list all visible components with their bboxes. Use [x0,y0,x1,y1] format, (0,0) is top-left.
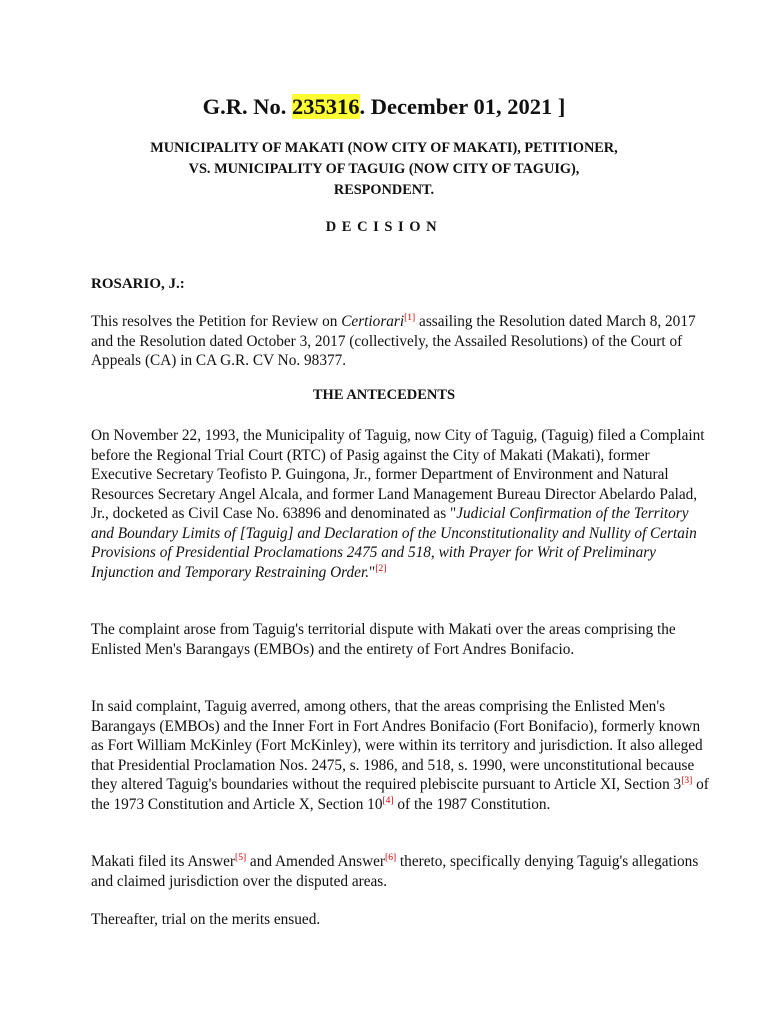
case-parties [60,138,708,201]
paragraph-3 [91,620,711,659]
case-title-prefix: G.R. No. [202,94,293,119]
decision-heading: DECISION [325,219,443,235]
footnote-link-1[interactable]: [1] [404,312,416,323]
paragraph-2 [91,426,711,582]
footnote-link-6[interactable]: [6] [385,852,397,863]
paragraph-5 [91,852,711,891]
paragraph-1 [91,312,711,371]
para1-text-a: This resolves the Petition for Review on [91,313,342,330]
para2-text-a: On November 22, 1993, the Municipality of Taguig, now City of Taguig, (Taguig) filed a Complaint before the Regional Trial Court (RTC) of Pasig against the City of Makati (Makati), former Executive Secretary Teofisto P. Guingona, Jr., former Department of Environment and Natural Resources Secretary Angel Alcala, and former Land Management Bureau Director Abelardo Palad, Jr., docketed as Civil Case No. 63896 and denominated as " [91,427,705,522]
para3-text: The complaint arose from Taguig's territorial dispute with Makati over the areas comprising the Enlisted Men's Barangays (EMBOs) and the entirety of Fort Andres Bonifacio. [91,621,676,658]
footnote-link-5[interactable]: [5] [235,852,247,863]
footnote-link-3[interactable]: [3] [681,775,693,786]
para5-text-b: and Amended Answer [246,853,386,870]
paragraph-6 [91,910,711,930]
parties-line-2: VS. MUNICIPALITY OF TAGUIG (NOW CITY OF TAGUIG), [188,161,580,177]
case-number-highlight: 235316 [292,94,360,119]
para4-text-a: In said complaint, Taguig averred, among others, that the areas comprising the Enlisted Men's Barangays (EMBOs) and the Inner Fort in Fort Andres Bonifacio (Fort Bonifacio), formerly known as Fort William McKinley (Fort McKinley), were within its territory and jurisdiction. It also alleged that Presidential Proclamation Nos. 2475, s. 1986, and 518, s. 1990, were unconstitutional because they altered Taguig's boundaries without the required plebiscite pursuant to Article XI, Section 3 [91,698,703,793]
para2-text-c: " [369,563,376,581]
para5-text-c: thereto, specifically denying Taguig's allegations and claimed jurisdiction over the disputed areas. [91,853,699,890]
para1-text-c: assailing the Resolution dated March 8, 2017 and the Resolution dated October 3, 2017 (collectively, the Assailed Resolutions) of the Court of Appeals (CA) in CA G.R. CV No. 98377. [91,313,696,369]
para4-text-c: of the 1987 Constitution. [393,795,551,813]
para2-case-title: Judicial Confirmation of the Territory and Boundary Limits of [Taguig] and Declaration of the Unconstitutionality and Nullity of Certain Provisions of Presidential Proclamations 2475 and 518, with Prayer for Writ of Preliminary Injunction and Temporary Restraining Order. [91,505,697,581]
para6-text: Thereafter, trial on the merits ensued. [91,911,321,928]
paragraph-4 [91,697,711,814]
para5-text-a: Makati filed its Answer [91,853,236,870]
antecedents-heading: THE ANTECEDENTS [312,387,456,403]
parties-line-1: MUNICIPALITY OF MAKATI (NOW CITY OF MAKATI), PETITIONER, [150,140,618,156]
parties-line-3: RESPONDENT. [333,182,435,198]
para1-certiorari: Certiorari [341,313,405,330]
para4-text-b: of the 1973 Constitution and Article X, Section 10 [91,776,709,813]
footnote-link-4[interactable]: [4] [382,795,394,806]
case-title-date: . December 01, 2021 ] [359,94,566,119]
footnote-link-2[interactable]: [2] [375,563,387,574]
case-title [0,92,768,122]
ponente: ROSARIO, J.: [91,276,185,292]
